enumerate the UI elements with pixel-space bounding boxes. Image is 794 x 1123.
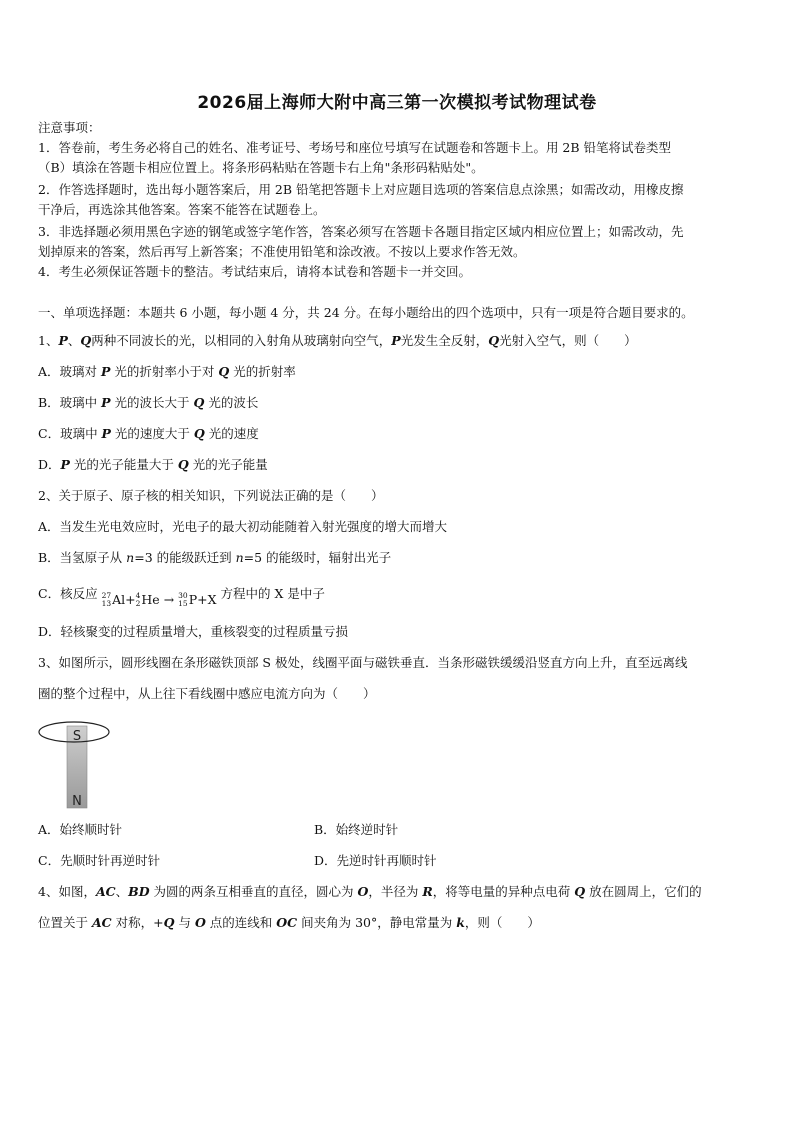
notice-heading: 注意事项： (38, 120, 101, 135)
question-2-stem: 2、关于原子、原子核的相关知识，下列说法正确的是（ ） (38, 488, 384, 503)
question-2-option-d: D．轻核聚变的过程质量增大，重核裂变的过程质量亏损 (38, 624, 349, 639)
question-3-option-d: D．先逆时针再顺时针 (314, 853, 437, 868)
notice-line: 2．作答选择题时，选出每小题答案后，用 2B 铅笔把答题卡上对应题目选项的答案信息点涂黑；如需改动，用橡皮擦 (38, 182, 684, 197)
question-1-stem: 1、P、Q两种不同波长的光，以相同的入射角从玻璃射向空气，P光发生全反射，Q光射入空气，则（ ） (38, 333, 637, 348)
question-2-option-c: C．核反应 27 13 Al+ 4 2 He → 30 15 P+X 方程中的 X 是中子 (38, 586, 325, 608)
section-heading: 一、单项选择题：本题共 6 小题，每小题 4 分，共 24 分。在每小题给出的四个选项中，只有一项是符合题目要求的。 (38, 305, 694, 320)
question-3-stem: 圈的整个过程中，从上往下看线圈中感应电流方向为（ ） (38, 686, 376, 701)
notice-line: 干净后，再选涂其他答案。答案不能答在试题卷上。 (38, 202, 326, 217)
reaction-arrow: → (163, 592, 175, 607)
magnet-coil-figure (38, 718, 118, 813)
notice-line: 3．非选择题必须用黑色字迹的钢笔或签字笔作答，答案必须写在答题卡各题目指定区域内相应位置上；如需改动，先 (38, 224, 684, 239)
notice-line: 划掉原来的答案，然后再写上新答案；不准使用铅笔和涂改液。不按以上要求作答无效。 (38, 244, 526, 259)
question-2-option-b: B．当氢原子从 n=3 的能级跃迁到 n=5 的能级时，辐射出光子 (38, 550, 392, 565)
magnet-s-label: S (72, 729, 82, 744)
question-2-option-a: A．当发生光电效应时，光电子的最大初动能随着入射光强度的增大而增大 (38, 519, 448, 534)
question-1-option-c: C．玻璃中 P 光的速度大于 Q 光的速度 (38, 426, 259, 441)
question-3-option-c: C．先顺时针再逆时针 (38, 853, 161, 868)
nuclear-equation: 27 13 Al+ 4 2 He → 30 15 P+X (101, 591, 217, 608)
question-4-stem: 4、如图，AC、BD 为圆的两条互相垂直的直径，圆心为 O，半径为 R，将等电量的异种点电荷 Q 放在圆周上，它们的 (38, 884, 702, 899)
question-3-option-a: A．始终顺时针 (38, 822, 123, 837)
question-1-option-a: A．玻璃对 P 光的折射率小于对 Q 光的折射率 (38, 364, 296, 379)
question-3-stem: 3、如图所示，圆形线圈在条形磁铁顶部 S 极处，线圈平面与磁铁垂直．当条形磁铁缓缓沿竖直方向上升，直至远离线 (38, 655, 688, 670)
question-4-stem: 位置关于 AC 对称，+Q 与 O 点的连线和 OC 间夹角为 30°，静电常量为 k，则（ ） (38, 915, 540, 930)
question-1-option-b: B．玻璃中 P 光的波长大于 Q 光的波长 (38, 395, 259, 410)
notice-line: 1．答卷前，考生务必将自己的姓名、准考证号、考场号和座位号填写在试题卷和答题卡上。用 2B 铅笔将试卷类型 (38, 140, 672, 155)
question-3-option-b: B．始终逆时针 (314, 822, 399, 837)
notice-line: （B）填涂在答题卡相应位置上。将条形码粘贴在答题卡右上角"条形码粘贴处"。 (38, 160, 484, 175)
notice-line: 4．考生必须保证答题卡的整洁。考试结束后，请将本试卷和答题卡一并交回。 (38, 264, 471, 279)
magnet-n-label: N (72, 794, 82, 809)
page-title: 2026届上海师大附中高三第一次模拟考试物理试卷 (197, 93, 597, 113)
question-1-option-d: D．P 光的光子能量大于 Q 光的光子能量 (38, 457, 268, 472)
